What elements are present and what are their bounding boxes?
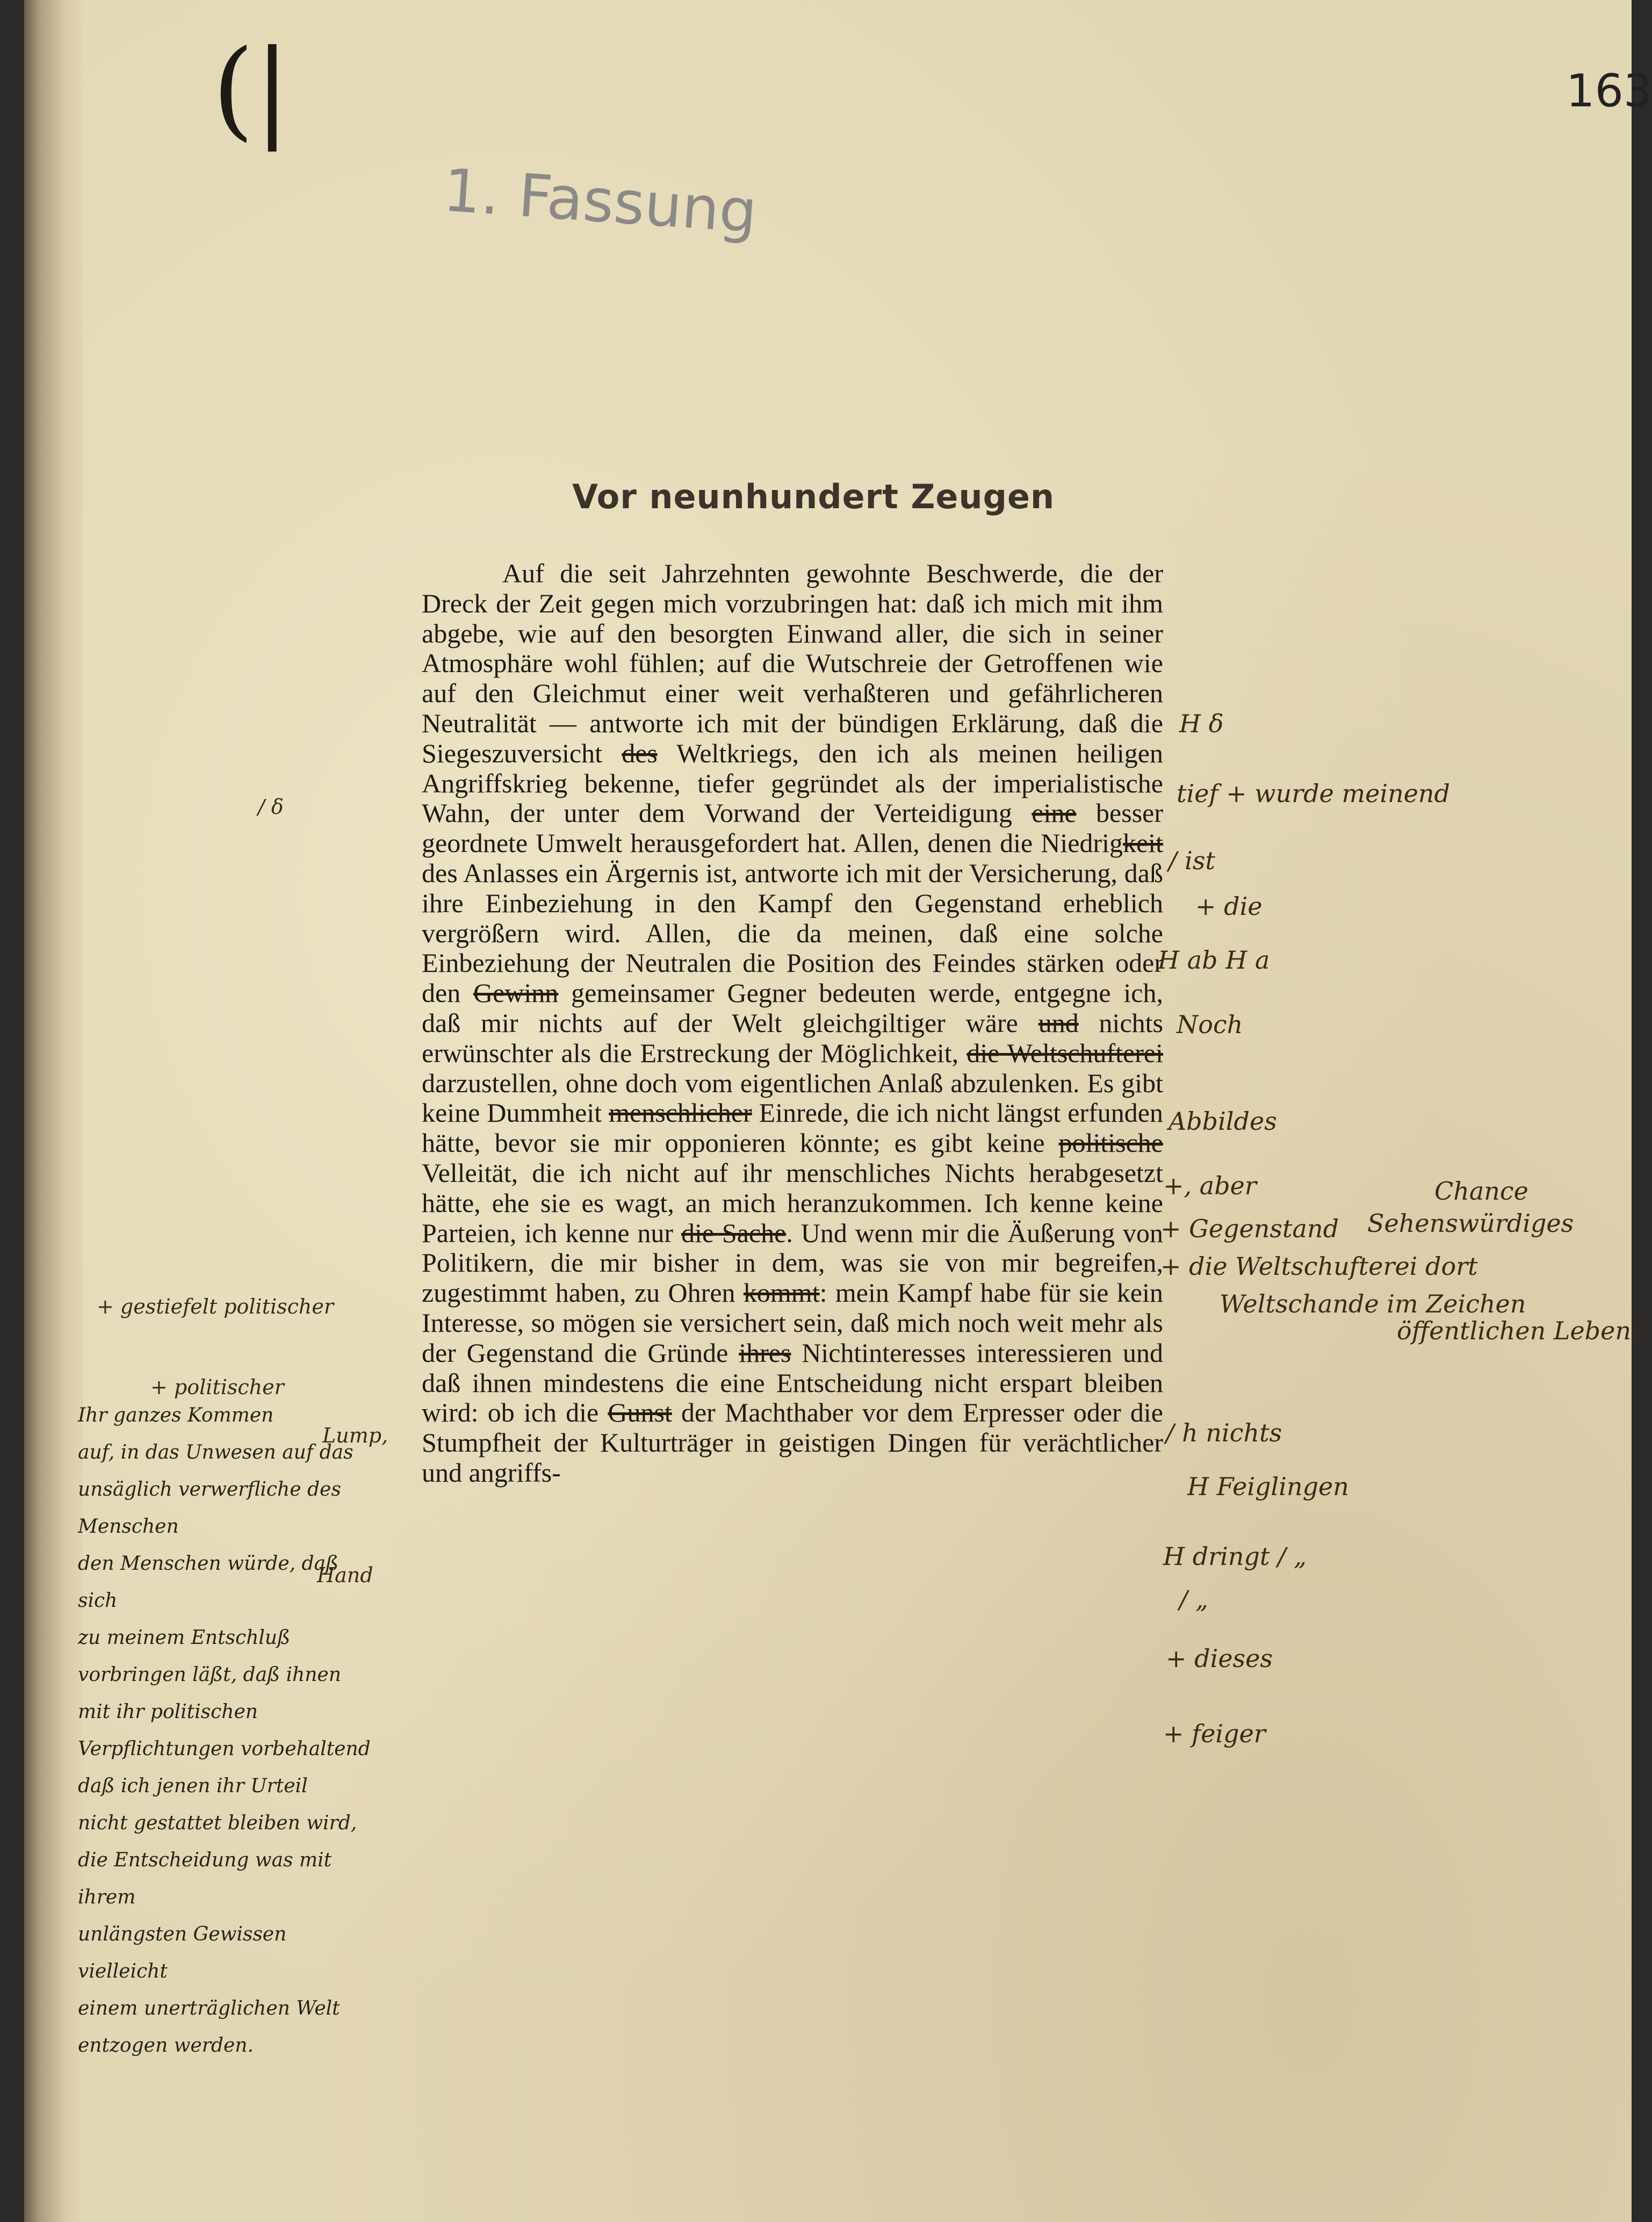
body-segment: gemeinsamer Gegner bedeuten werde, entgegne ich, daß mir nichts auf der Welt gleichgiltiger wäre	[422, 978, 1163, 1038]
struck-word: menschlicher	[609, 1098, 752, 1128]
book-binding-edge	[24, 0, 83, 2222]
margin-annotation: + gestiefelt politischer	[97, 1295, 334, 1318]
margin-annotation: + dieses	[1166, 1644, 1273, 1673]
margin-annotation: / ist	[1168, 846, 1215, 875]
margin-annotation: Hand	[317, 1563, 373, 1587]
left-note-line: einem unerträglichen Welt	[78, 1997, 340, 2019]
body-segment: Velleität, die ich nicht auf ihr menschliches Nichts herabgesetzt hätte, ehe sie es wagt, an mich heranzukommen. Ich kenne keine Parteien, ich kenne nur	[422, 1157, 1163, 1248]
margin-annotation: Chance	[1434, 1177, 1528, 1206]
margin-annotation: / „	[1179, 1585, 1208, 1614]
body-segment: darzustellen, ohne doch vom eigentlichen Anlaß abzulenken. Es gibt keine Dummheit	[422, 1067, 1163, 1128]
left-margin-note-block	[78, 1397, 379, 2064]
left-note-line: Ihr ganzes Kommen	[78, 1404, 274, 1426]
margin-annotation: + Gegenstand	[1160, 1214, 1339, 1243]
struck-word: Gunst	[608, 1397, 672, 1428]
struck-word: keit	[1123, 828, 1163, 858]
margin-annotation: Noch	[1177, 1010, 1243, 1039]
page-title: Vor neunhundert Zeugen	[572, 477, 1055, 516]
body-segment: . Und wenn mir die Äußerung von Politikern, die mir bisher in dem, was sie von mir begreifen, zugestimmt haben, zu Ohren	[422, 1217, 1163, 1308]
margin-annotation: tief + wurde meinend	[1177, 779, 1450, 808]
body-segment: Nichtinteresses interessieren und daß ihnen mindestens die eine Entscheidung nicht erspart bleiben wird: ob ich die	[422, 1337, 1163, 1428]
body-segment: : mein Kampf habe für sie kein Interesse, so mögen sie versichert sein, daß mich noch weit mehr als der Gegenstand die Gründe	[422, 1278, 1163, 1368]
margin-annotation: + politischer	[150, 1375, 284, 1399]
body-segment: des Anlasses ein Ärgernis ist, antworte ich mit der Versicherung, daß ihre Einbeziehung in den Kampf den Gegenstand erheblich vergrößern wird. Allen, die da meinen, daß eine solche Einbeziehung der Neutralen die Position des Feindes stärken oder den	[422, 857, 1163, 1008]
left-note-line: zu meinem Entschluß	[78, 1627, 291, 1649]
struck-word: kommt	[743, 1278, 820, 1308]
body-segment: der Machthaber vor dem Erpresser oder die Stumpfheit der Kulturträger in geistigen Dingen für verächtlicher und angriffs-	[422, 1397, 1163, 1488]
margin-annotation: öffentlichen Lebens	[1397, 1316, 1644, 1345]
left-note-line: vorbringen läßt, daß ihnen	[78, 1664, 341, 1686]
margin-annotation: H dringt / „	[1163, 1542, 1307, 1571]
manuscript-page	[24, 0, 1652, 2222]
left-note-line: die Entscheidung was mit ihrem	[78, 1849, 332, 1908]
body-segment: Weltkriegs, den ich als meinen heiligen Angriffskrieg bekenne, tiefer gegründet als der imperialistische Wahn, der unter dem Vorwand der Verteidigung	[422, 738, 1163, 828]
folio-number: 163	[1566, 64, 1652, 117]
pencil-note: 1. Fassung	[441, 155, 760, 247]
margin-annotation: Lump,	[322, 1424, 388, 1447]
left-note-line: nicht gestattet bleiben wird,	[78, 1812, 357, 1834]
margin-annotation: / h nichts	[1166, 1418, 1282, 1447]
struck-word: und	[1038, 1007, 1079, 1038]
top-left-mark: (|	[212, 27, 291, 152]
struck-word: ihres	[739, 1337, 791, 1368]
margin-annotation: +, aber	[1163, 1171, 1257, 1200]
left-note-line: auf, in das Unwesen auf das	[78, 1441, 354, 1463]
left-note-line: entzogen werden.	[78, 2035, 254, 2057]
margin-annotation: H ab H a	[1158, 946, 1270, 975]
body-segment: nichts erwünschter als die Erstreckung der Möglichkeit,	[422, 1007, 1163, 1068]
left-note-line: unsäglich verwerfliche des Menschen	[78, 1478, 341, 1538]
margin-annotation: / ẟ	[258, 795, 284, 819]
body-segment: Einrede, die ich nicht längst erfunden hätte, bevor sie mir opponieren könnte; es gibt keine	[422, 1098, 1163, 1158]
struck-word: politische	[1058, 1128, 1163, 1158]
margin-annotation: + die Weltschufterei dort	[1160, 1252, 1478, 1281]
left-note-line: mit ihr politischen Verpflichtungen vorbehaltend	[78, 1701, 371, 1760]
margin-annotation: Abbildes	[1168, 1107, 1277, 1136]
margin-annotation: H Feiglingen	[1187, 1472, 1349, 1501]
margin-annotation: H ẟ	[1179, 709, 1224, 738]
left-note-line: unlängsten Gewissen vielleicht	[78, 1923, 287, 1982]
margin-annotation: + die	[1195, 892, 1263, 921]
struck-word: eine	[1031, 798, 1077, 828]
struck-word: die Sache	[681, 1217, 787, 1248]
body-text	[422, 559, 1163, 1488]
struck-word: die Weltschufterei	[966, 1037, 1163, 1068]
margin-annotation: + feiger	[1163, 1719, 1266, 1748]
body-segment: Auf die seit Jahrzehnten gewohnte Beschwerde, die der Dreck der Zeit gegen mich vorzubringen hat: daß ich mich mit ihm abgebe, wie auf den besorgten Einwand aller, die sich in seiner Atmosphäre wohl fühlen; auf die Wutschreie der Getroffenen wie auf den Gleichmut einer weit verhaßteren und gefährlicheren Neutralität — antworte ich mit der bündigen Erklärung, daß die Siegeszuversicht	[422, 558, 1163, 768]
body-segment: besser geordnete Umwelt herausgefordert hat. Allen, denen die Niedrig	[422, 798, 1164, 858]
left-note-line: daß ich jenen ihr Urteil	[78, 1775, 308, 1797]
left-note-line: den Menschen würde, daß sich	[78, 1553, 339, 1612]
margin-annotation: Sehenswürdiges	[1367, 1209, 1574, 1238]
struck-word: des	[622, 738, 658, 768]
struck-word: Gewinn	[473, 978, 559, 1008]
margin-annotation: Weltschande im Zeichen	[1220, 1289, 1526, 1318]
